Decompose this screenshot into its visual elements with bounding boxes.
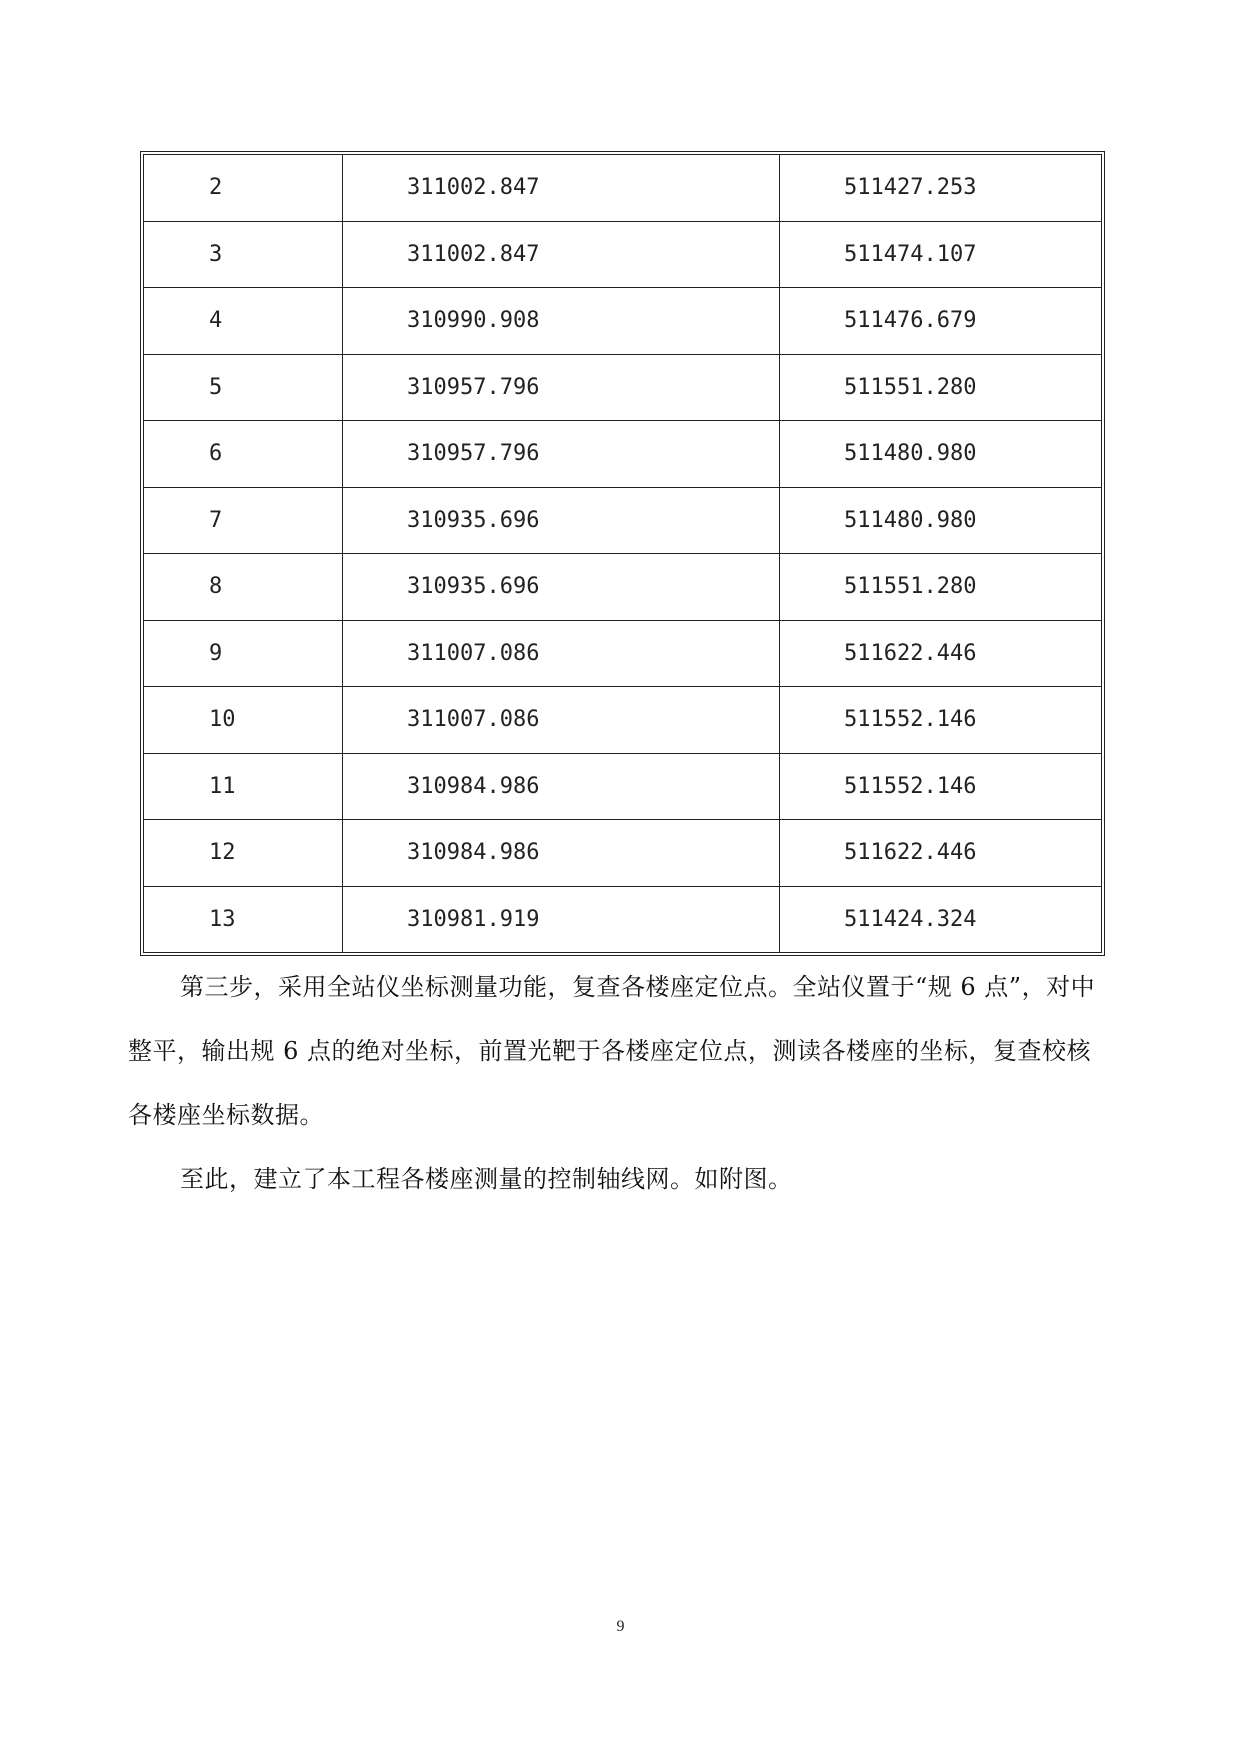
x-coordinate-cell: 310957.796 <box>343 354 780 421</box>
point-number-cell: 13 <box>144 886 343 953</box>
point-number-cell: 8 <box>144 554 343 621</box>
x-coordinate-cell: 311007.086 <box>343 620 780 687</box>
x-coordinate-cell: 310990.908 <box>343 288 780 355</box>
y-coordinate-cell: 511480.980 <box>780 421 1102 488</box>
table-row <box>144 487 1102 554</box>
x-coordinate-cell: 310935.696 <box>343 487 780 554</box>
point-number-cell: 10 <box>144 687 343 754</box>
point-number-cell: 9 <box>144 620 343 687</box>
table-row <box>144 354 1102 421</box>
point-number-cell: 7 <box>144 487 343 554</box>
point-number-cell: 5 <box>144 354 343 421</box>
x-coordinate-cell: 311002.847 <box>343 155 780 222</box>
point-number-cell: 12 <box>144 820 343 887</box>
point-number-cell: 3 <box>144 221 343 288</box>
y-coordinate-cell: 511622.446 <box>780 620 1102 687</box>
coordinate-table-frame <box>140 151 1105 956</box>
point-number-cell: 4 <box>144 288 343 355</box>
table-row <box>144 554 1102 621</box>
y-coordinate-cell: 511474.107 <box>780 221 1102 288</box>
x-coordinate-cell: 310984.986 <box>343 753 780 820</box>
table-row <box>144 288 1102 355</box>
table-row <box>144 221 1102 288</box>
table-row <box>144 421 1102 488</box>
coordinate-table <box>143 154 1102 953</box>
y-coordinate-cell: 511551.280 <box>780 554 1102 621</box>
y-coordinate-cell: 511476.679 <box>780 288 1102 355</box>
point-number-cell: 11 <box>144 753 343 820</box>
x-coordinate-cell: 310957.796 <box>343 421 780 488</box>
page-number: 9 <box>616 1618 625 1635</box>
x-coordinate-cell: 310981.919 <box>343 886 780 953</box>
table-row <box>144 687 1102 754</box>
y-coordinate-cell: 511424.324 <box>780 886 1102 953</box>
x-coordinate-cell: 310984.986 <box>343 820 780 887</box>
y-coordinate-cell: 511622.446 <box>780 820 1102 887</box>
paragraph-text: 至此，建立了本工程各楼座测量的控制轴线网。如附图。 <box>180 1165 793 1193</box>
table-row <box>144 886 1102 953</box>
point-number-cell: 2 <box>144 155 343 222</box>
y-coordinate-cell: 511480.980 <box>780 487 1102 554</box>
y-coordinate-cell: 511551.280 <box>780 354 1102 421</box>
y-coordinate-cell: 511552.146 <box>780 753 1102 820</box>
table-row <box>144 820 1102 887</box>
table-row <box>144 620 1102 687</box>
paragraph-text: 第三步，采用全站仪坐标测量功能，复查各楼座定位点。全站仪置于“规 6 点”，对中整平，输出规 6 点的绝对坐标，前置光靶于各楼座定位点，测读各楼座的坐标，复查校核各楼座坐标数据。 <box>128 973 1096 1129</box>
body-paragraph-conclusion <box>128 1147 1113 1211</box>
table-row <box>144 155 1102 222</box>
x-coordinate-cell: 311007.086 <box>343 687 780 754</box>
point-number-cell: 6 <box>144 421 343 488</box>
y-coordinate-cell: 511427.253 <box>780 155 1102 222</box>
x-coordinate-cell: 311002.847 <box>343 221 780 288</box>
x-coordinate-cell: 310935.696 <box>343 554 780 621</box>
y-coordinate-cell: 511552.146 <box>780 687 1102 754</box>
body-paragraph-step-three <box>128 955 1113 1147</box>
table-row <box>144 753 1102 820</box>
